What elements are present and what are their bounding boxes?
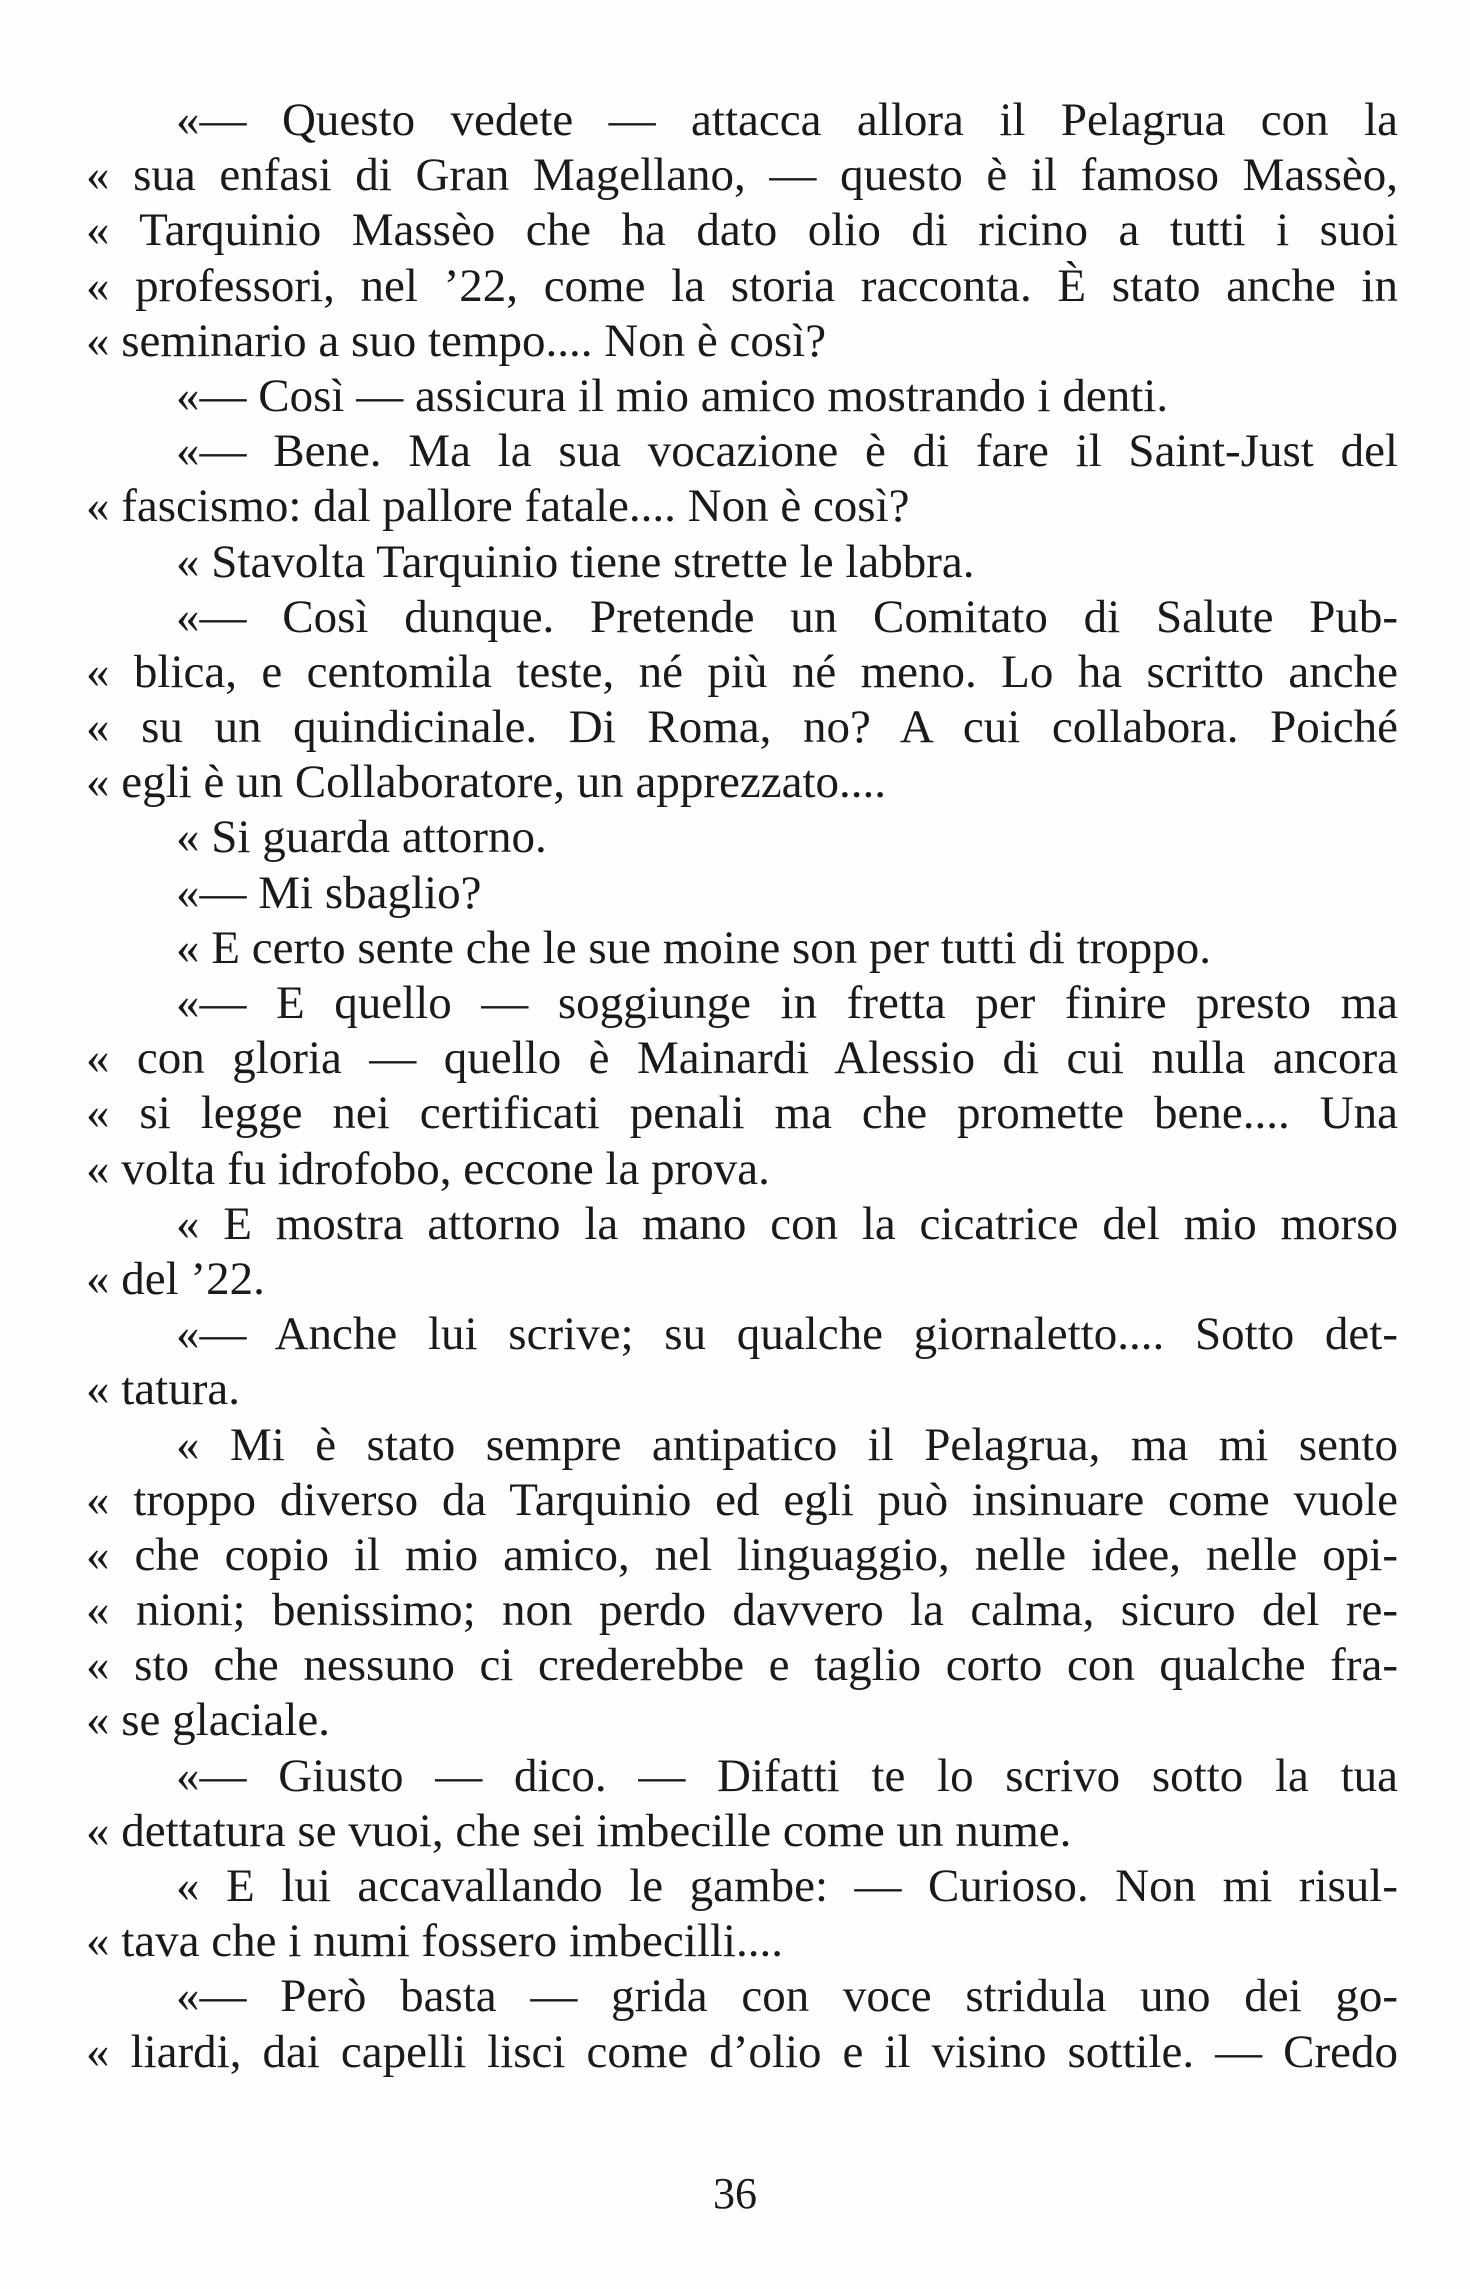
text-line: « fascismo: dal pallore fatale.... Non è così? [86, 480, 910, 533]
text-line: « volta fu idrofobo, eccone la prova. [86, 1142, 770, 1195]
text-line: « Stavolta Tarquinio tiene strette le labbra. [176, 535, 975, 588]
text-line: « Mi è stato sempre antipatico il Pelagrua, ma mi sento [176, 1418, 1398, 1471]
text-line: « si legge nei certificati penali ma che promette bene.... Una [86, 1087, 1398, 1140]
text-line: « E lui accavallando le gambe: — Curioso. Non mi risul- [176, 1860, 1398, 1912]
text-line: « se glaciale. [86, 1694, 331, 1747]
text-line: « Si guarda attorno. [176, 811, 547, 864]
text-line: « troppo diverso da Tarquinio ed egli può insinuare come vuole [86, 1473, 1398, 1526]
text-line: « con gloria — quello è Mainardi Alessio di cui nulla ancora [86, 1032, 1398, 1085]
text-line: « tava che i numi fossero imbecilli.... [86, 1915, 783, 1968]
text-line: « liardi, dai capelli lisci come d’olio e il visino sottile. — Credo [86, 2025, 1398, 2078]
text-line: « su un quindicinale. Di Roma, no? A cui collabora. Poiché [86, 701, 1398, 754]
text-line: « Tarquinio Massèo che ha dato olio di ricino a tutti i suoi [86, 204, 1398, 257]
text-line: « E certo sente che le sue moine son per tutti di troppo. [176, 921, 1212, 974]
text-line: « seminario a suo tempo.... Non è così? [86, 314, 827, 367]
text-line: «— Così — assicura il mio amico mostrando i denti. [176, 369, 1169, 422]
text-line: « professori, nel ’22, come la storia racconta. È stato anche in [86, 259, 1398, 312]
text-line: « sto che nessuno ci crederebbe e taglio corto con qualche fra- [86, 1639, 1398, 1692]
page-number: 36 [713, 2169, 757, 2218]
text-line: «— Giusto — dico. — Difatti te lo scrivo sotto la tua [176, 1749, 1398, 1802]
text-line: « tatura. [86, 1363, 240, 1416]
text-line: « egli è un Collaboratore, un apprezzato.... [86, 756, 887, 809]
text-line: « nioni; benissimo; non perdo davvero la calma, sicuro del re- [86, 1584, 1398, 1637]
text-line: «— Però basta — grida con voce stridula uno dei go- [176, 1970, 1398, 2023]
text-line: «— Anche lui scrive; su qualche giornaletto.... Sotto det- [176, 1308, 1398, 1361]
text-line: «— Mi sbaglio? [176, 866, 482, 919]
text-line: « E mostra attorno la mano con la cicatrice del mio morso [176, 1197, 1398, 1250]
text-line: «— E quello — soggiunge in fretta per finire presto ma [176, 977, 1398, 1029]
text-line: « blica, e centomila teste, né più né meno. Lo ha scritto anche [86, 645, 1398, 698]
text-line: « del ’22. [86, 1252, 265, 1305]
body-text [86, 93, 1398, 2080]
text-line: « che copio il mio amico, nel linguaggio, nelle idee, nelle opi- [86, 1528, 1398, 1581]
text-line: « sua enfasi di Gran Magellano, — questo è il famoso Massèo, [86, 149, 1398, 202]
text-line: «— Questo vedete — attacca allora il Pelagrua con la [176, 94, 1398, 146]
text-line: «— Bene. Ma la sua vocazione è di fare il Saint-Just del [176, 425, 1398, 478]
text-line: «— Così dunque. Pretende un Comitato di Salute Pub- [176, 590, 1398, 643]
text-line: « dettatura se vuoi, che sei imbecille come un nume. [86, 1804, 1072, 1857]
